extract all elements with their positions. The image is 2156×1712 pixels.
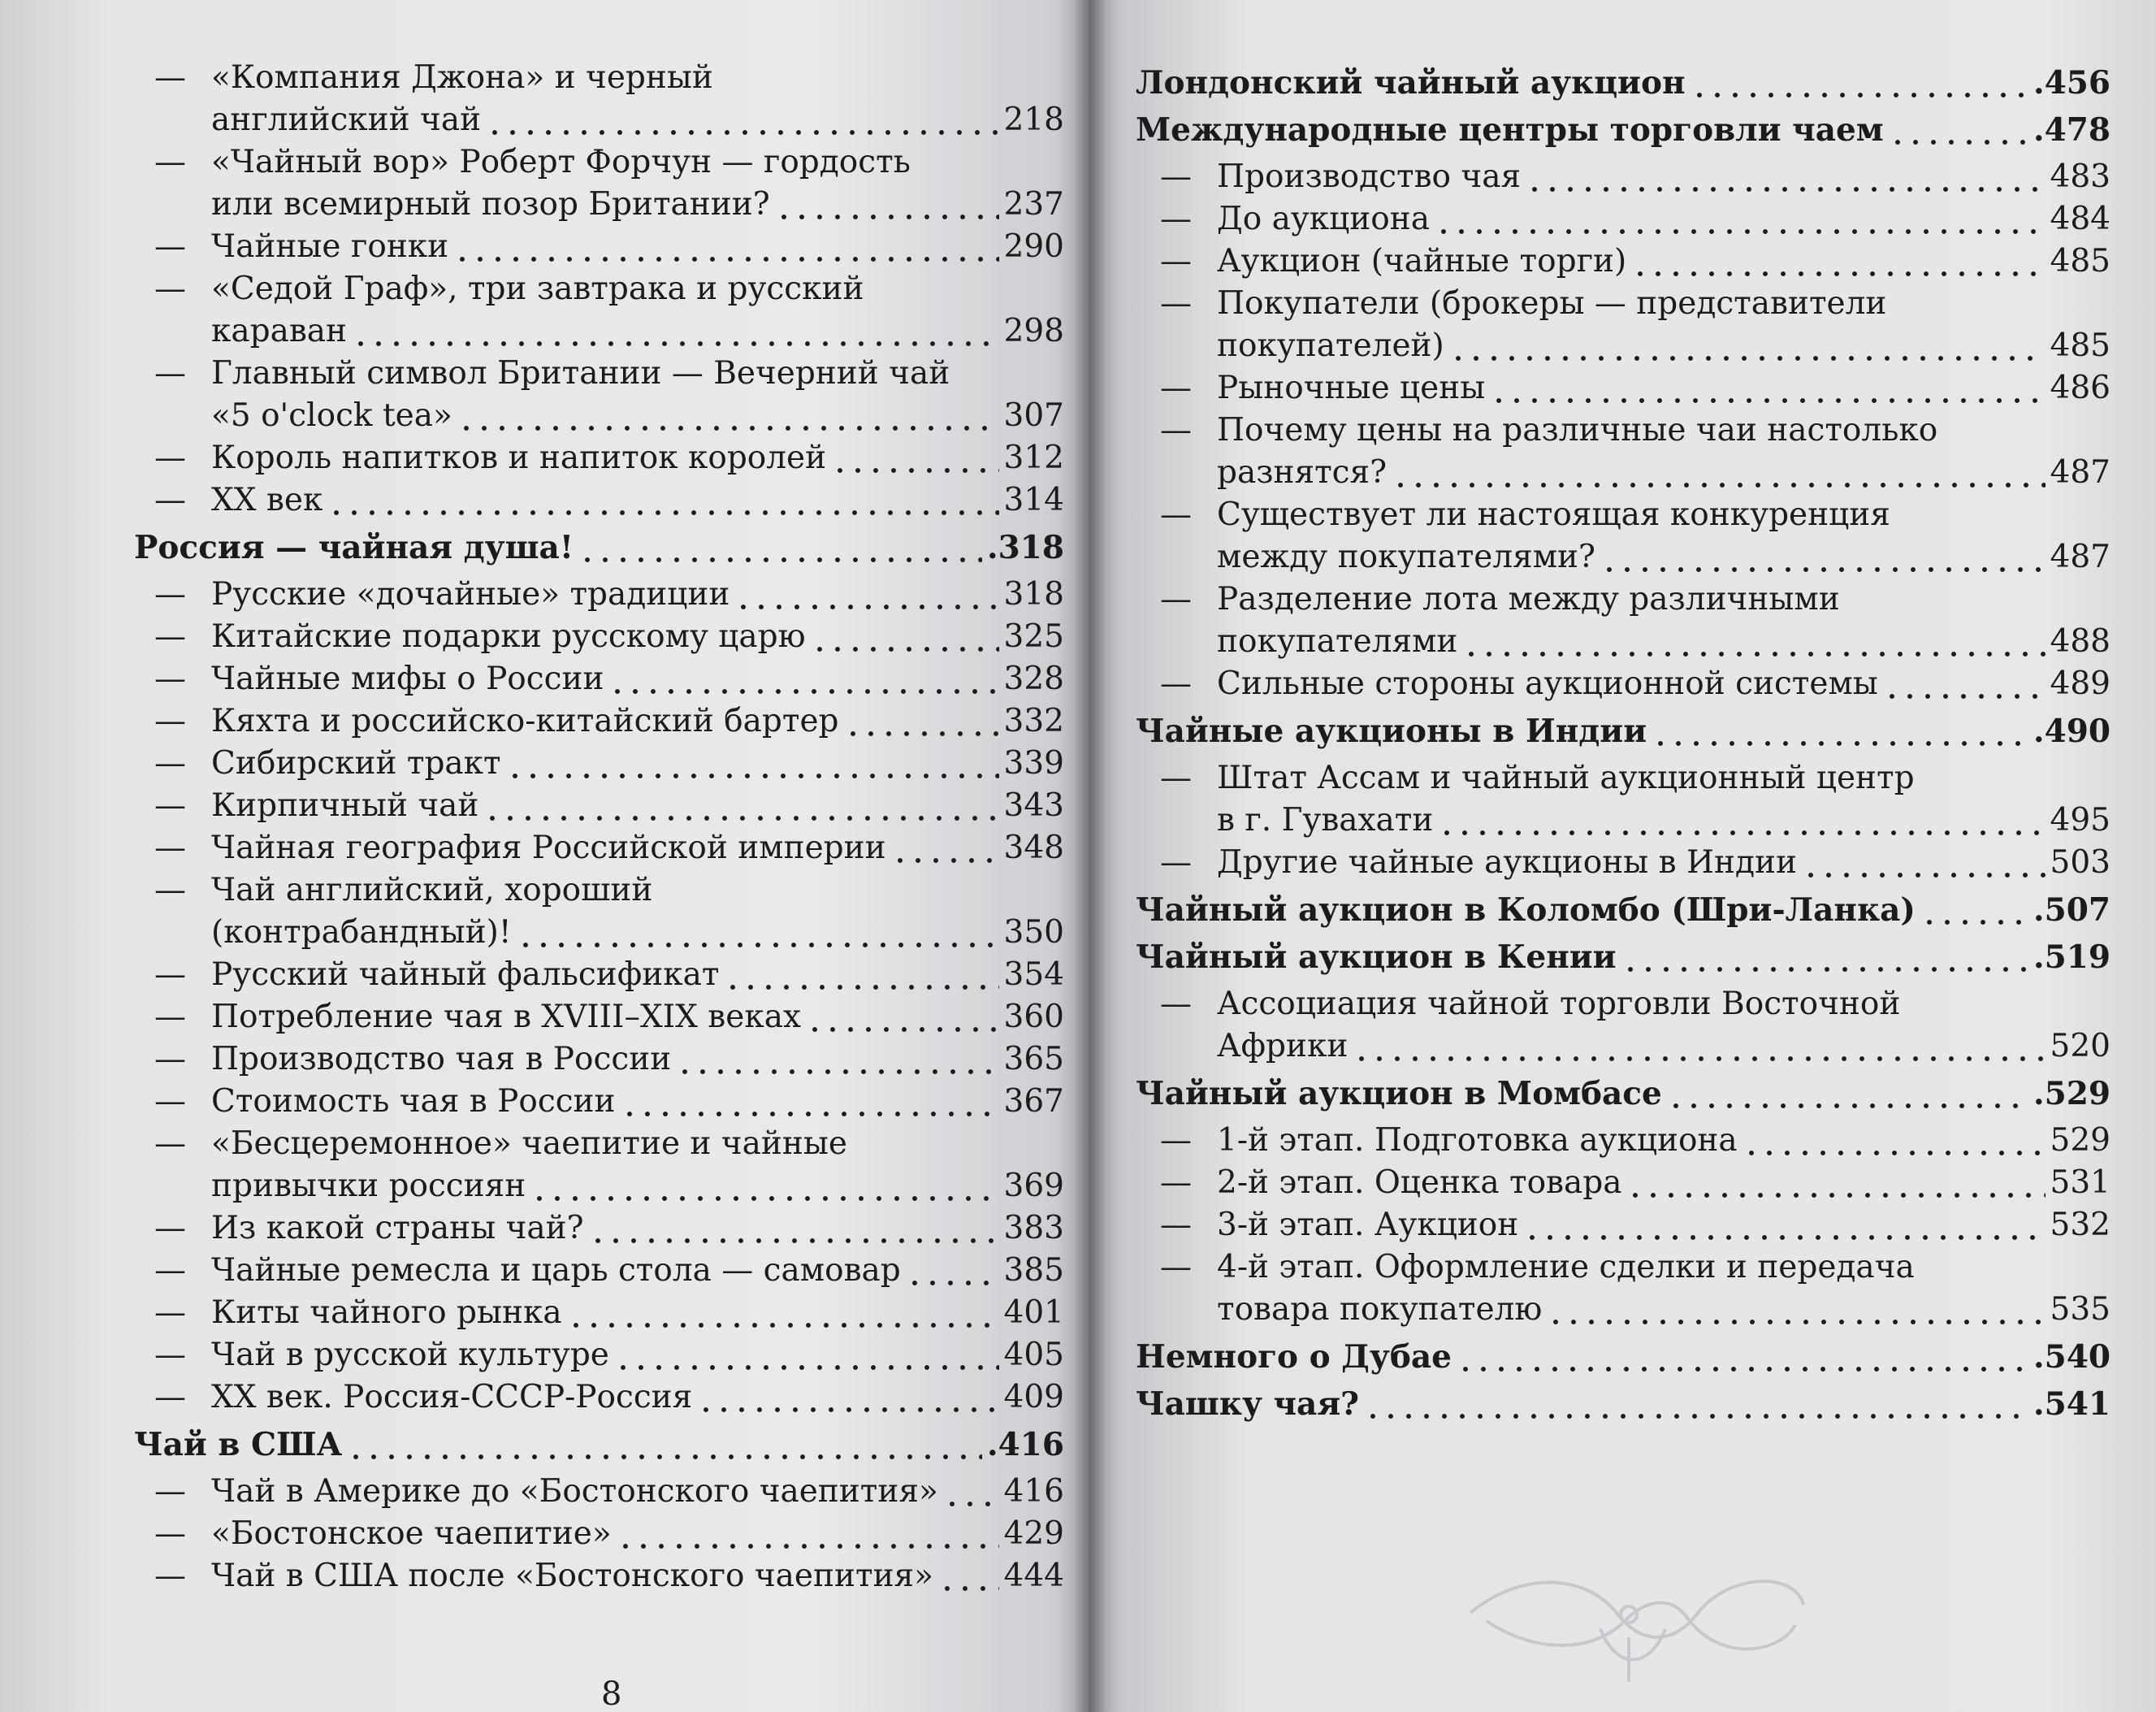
entry-dash: —: [154, 271, 186, 307]
dot-leader: [486, 99, 998, 141]
entry-dash: —: [154, 228, 186, 265]
toc-chapter-entry: [1089, 109, 2111, 151]
entry-dash: —: [1160, 1249, 1192, 1285]
entry-dash: —: [1160, 1122, 1192, 1159]
entry-title: Аукцион (чайные торги): [1217, 243, 1627, 280]
entry-title: Чай английский, хороший: [211, 872, 653, 908]
entry-title: Киты чайного рынка: [211, 1294, 562, 1331]
dot-leader: [1353, 1025, 2045, 1068]
entry-title: Чайный аукцион в Кении: [1136, 938, 1617, 976]
entry-title: Чайный аукцион в Момбасе: [1136, 1075, 1662, 1112]
entry-page-number: 487: [2050, 454, 2111, 491]
toc-section-entry: [1136, 367, 2111, 410]
entry-title: Король напитков и напиток королей: [211, 440, 827, 476]
toc-chapter-entry: [1089, 62, 2111, 104]
toc-section-entry: [130, 1292, 1064, 1334]
entry-page-number: 367: [1003, 1083, 1064, 1120]
entry-title: Чайные аукционы в Индии: [1136, 713, 1647, 750]
entry-page-number: 339: [1003, 745, 1064, 782]
entry-page-number: .478: [2033, 111, 2111, 149]
entry-title: Россия — чайная душа!: [134, 529, 574, 566]
toc-section-entry: [130, 912, 1064, 954]
entry-title: Чай в США: [134, 1426, 343, 1463]
dot-leader: [844, 700, 999, 743]
entry-page-number: 405: [1003, 1337, 1064, 1373]
entry-title: Покупатели (брокеры — представители: [1217, 285, 1887, 322]
entry-title: Из какой страны чай?: [211, 1210, 584, 1246]
entry-title: Почему цены на различные чаи настолько: [1217, 412, 1938, 449]
dot-leader: [831, 437, 998, 479]
dot-leader: [1889, 109, 2028, 151]
entry-title: Сильные стороны аукционной системы: [1217, 665, 1878, 702]
entry-page-number: 520: [2050, 1028, 2111, 1064]
dot-leader: [530, 1165, 998, 1207]
dot-leader: [453, 226, 998, 268]
dot-leader: [1626, 1162, 2045, 1204]
entry-page-number: 409: [1003, 1379, 1064, 1415]
dot-leader: [617, 1513, 999, 1555]
entry-page-number: 218: [1003, 102, 1064, 138]
entry-title: Чайные ремесла и царь стола — самовар: [211, 1252, 901, 1289]
entry-page-number: 348: [1003, 830, 1064, 866]
entry-title: (контрабандный)!: [211, 914, 512, 951]
dot-leader: [506, 743, 999, 785]
entry-dash: —: [154, 355, 186, 392]
entry-page-number: 535: [2050, 1291, 2111, 1328]
entry-title: или всемирный позор Британии?: [211, 186, 770, 223]
dot-leader: [567, 1292, 999, 1334]
entry-page-number: 483: [2050, 158, 2111, 195]
dot-leader: [906, 1250, 999, 1292]
entry-dash: —: [1160, 370, 1192, 406]
toc-chapter-entry: [1089, 1073, 2111, 1115]
dot-leader: [457, 395, 999, 437]
entry-page-number: 532: [2050, 1207, 2111, 1243]
entry-title: товара покупателю: [1217, 1291, 1543, 1328]
dot-leader: [578, 527, 982, 569]
entry-page-number: .416: [987, 1426, 1064, 1463]
entry-title: 3-й этап. Аукцион: [1217, 1207, 1519, 1243]
toc-section-entry: [130, 479, 1064, 522]
entry-title: Потребление чая в XVIII–XIX веках: [211, 999, 801, 1035]
toc-right: [1136, 57, 2111, 1430]
dot-leader: [1667, 1073, 2028, 1115]
toc-section-entry: [130, 954, 1064, 996]
entry-page-number: 529: [2050, 1122, 2111, 1159]
dot-leader: [1364, 1383, 2028, 1425]
toc-section-entry: [1136, 325, 2111, 367]
entry-page-number: 489: [2050, 665, 2111, 702]
dot-leader: [1652, 710, 2028, 752]
toc-section-entry: [1136, 1120, 2111, 1162]
toc-section-entry: [1136, 757, 2111, 800]
entry-page-number: .490: [2033, 713, 2111, 750]
entry-title: 1-й этап. Подготовка аукциона: [1217, 1122, 1738, 1159]
entry-dash: —: [154, 703, 186, 739]
dot-leader: [1457, 1336, 2028, 1378]
entry-dash: —: [1160, 496, 1192, 533]
entry-dash: —: [1160, 412, 1192, 449]
entry-dash: —: [154, 59, 186, 96]
dot-leader: [621, 1081, 999, 1123]
entry-title: покупателей): [1217, 327, 1444, 364]
entry-title: Производство чая в России: [211, 1041, 672, 1077]
entry-title: Лондонский чайный аукцион: [1136, 64, 1686, 102]
dot-leader: [676, 1038, 998, 1081]
entry-title: XX век: [211, 482, 323, 518]
dot-leader: [1621, 936, 2028, 978]
entry-title: Стоимость чая в России: [211, 1083, 616, 1120]
entry-title: Главный символ Британии — Вечерний чай: [211, 355, 950, 392]
entry-dash: —: [1160, 1207, 1192, 1243]
entry-title: «Чайный вор» Роберт Форчун — гордость: [211, 144, 911, 180]
entry-title: 4-й этап. Оформление сделки и передача: [1217, 1249, 1915, 1285]
entry-page-number: .529: [2033, 1075, 2111, 1112]
entry-page-number: 503: [2050, 844, 2111, 881]
toc-section-entry: [1136, 983, 2111, 1025]
toc-section-entry: [130, 57, 1064, 99]
entry-title: разнятся?: [1217, 454, 1388, 491]
dot-leader: [734, 574, 998, 616]
dot-leader: [1462, 621, 2045, 663]
dot-leader: [1691, 62, 2028, 104]
entry-dash: —: [154, 661, 186, 697]
page-number: 8: [601, 1675, 622, 1712]
entry-page-number: 416: [1003, 1473, 1064, 1510]
toc-section-entry: [130, 1207, 1064, 1250]
toc-section-entry: [1136, 1025, 2111, 1068]
entry-page-number: 369: [1003, 1168, 1064, 1204]
entry-dash: —: [154, 618, 186, 655]
entry-dash: —: [1160, 1164, 1192, 1201]
entry-title: 2-й этап. Оценка товара: [1217, 1164, 1622, 1201]
entry-dash: —: [1160, 844, 1192, 881]
dot-leader: [1600, 536, 2046, 579]
toc-section-entry: [130, 310, 1064, 353]
entry-title: До аукциона: [1217, 201, 1430, 237]
entry-page-number: 401: [1003, 1294, 1064, 1331]
dot-leader: [1449, 325, 2046, 367]
entry-title: Производство чая: [1217, 158, 1522, 195]
dot-leader: [724, 954, 998, 996]
entry-title: «5 o'clock tea»: [211, 397, 452, 434]
dot-leader: [891, 827, 999, 869]
entry-page-number: 485: [2050, 327, 2111, 364]
entry-page-number: 365: [1003, 1041, 1064, 1077]
entry-title: Чайные мифы о России: [211, 661, 604, 697]
entry-dash: —: [154, 1210, 186, 1246]
entry-dash: —: [1160, 665, 1192, 702]
dot-leader: [1743, 1120, 2046, 1162]
entry-page-number: 484: [2050, 201, 2111, 237]
toc-section-entry: [130, 1471, 1064, 1513]
entry-dash: —: [1160, 986, 1192, 1022]
dot-leader: [517, 912, 999, 954]
toc-section-entry: [130, 616, 1064, 658]
entry-dash: —: [154, 1252, 186, 1289]
dot-leader: [614, 1334, 999, 1376]
dot-leader: [1392, 452, 2046, 494]
entry-page-number: 429: [1003, 1515, 1064, 1552]
toc-section-entry: [130, 1038, 1064, 1081]
toc-section-entry: [130, 1555, 1064, 1597]
toc-section-entry: [130, 268, 1064, 310]
entry-page-number: .318: [987, 529, 1064, 566]
toc-section-entry: [1136, 663, 2111, 705]
entry-page-number: 360: [1003, 999, 1064, 1035]
toc-section-entry: [1136, 1289, 2111, 1331]
entry-page-number: 354: [1003, 956, 1064, 993]
dot-leader: [1802, 842, 2046, 884]
toc-section-entry: [1136, 536, 2111, 579]
right-page: [1089, 0, 2156, 1712]
entry-dash: —: [154, 1125, 186, 1162]
toc-section-entry: [1136, 800, 2111, 842]
toc-section-entry: [1136, 494, 2111, 536]
toc-section-entry: [130, 1123, 1064, 1165]
toc-section-entry: [130, 1250, 1064, 1292]
toc-section-entry: [130, 574, 1064, 616]
entry-page-number: 298: [1003, 313, 1064, 349]
entry-title: Ассоциация чайной торговли Восточной: [1217, 986, 1901, 1022]
entry-dash: —: [1160, 243, 1192, 280]
dot-leader: [811, 616, 999, 658]
entry-title: Рыночные цены: [1217, 370, 1486, 406]
toc-section-entry: [130, 99, 1064, 141]
toc-section-entry: [130, 869, 1064, 912]
entry-title: привычки россиян: [211, 1168, 526, 1204]
entry-title: между покупателями?: [1217, 539, 1595, 575]
toc-section-entry: [1136, 410, 2111, 452]
toc-chapter-entry: [1089, 1383, 2111, 1425]
entry-title: Разделение лота между различными: [1217, 581, 1840, 618]
entry-page-number: 314: [1003, 482, 1064, 518]
dot-leader: [483, 785, 998, 827]
entry-page-number: 318: [1003, 576, 1064, 613]
entry-page-number: .507: [2033, 891, 2111, 929]
entry-dash: —: [154, 1083, 186, 1120]
entry-title: «Седой Граф», три завтрака и русский: [211, 271, 864, 307]
toc-section-entry: [1136, 452, 2111, 494]
entry-title: Чай в русской культуре: [211, 1337, 609, 1373]
toc-section-entry: [1136, 156, 2111, 198]
entry-dash: —: [154, 482, 186, 518]
entry-dash: —: [154, 745, 186, 782]
toc-section-entry: [130, 1376, 1064, 1419]
dot-leader: [938, 1555, 999, 1597]
book-gutter: [1074, 0, 1106, 1712]
toc-section-entry: [130, 141, 1064, 184]
entry-page-number: 487: [2050, 539, 2111, 575]
toc-section-entry: [130, 1081, 1064, 1123]
entry-page-number: 385: [1003, 1252, 1064, 1289]
entry-dash: —: [154, 1473, 186, 1510]
toc-chapter-entry: [1089, 710, 2111, 752]
entry-title: Штат Ассам и чайный аукционный центр: [1217, 760, 1915, 796]
toc-section-entry: [1136, 579, 2111, 621]
entry-title: Русские «дочайные» традиции: [211, 576, 730, 613]
toc-section-entry: [130, 700, 1064, 743]
toc-section-entry: [1136, 1162, 2111, 1204]
entry-dash: —: [154, 1337, 186, 1373]
toc-section-entry: [1136, 1204, 2111, 1246]
entry-dash: —: [154, 956, 186, 993]
entry-dash: —: [1160, 285, 1192, 322]
entry-dash: —: [154, 1515, 186, 1552]
toc-section-entry: [130, 395, 1064, 437]
toc-chapter-entry: [1089, 936, 2111, 978]
entry-page-number: .540: [2033, 1338, 2111, 1376]
entry-title: «Бостонское чаепитие»: [211, 1515, 612, 1552]
entry-title: английский чай: [211, 102, 482, 138]
dot-leader: [1883, 663, 2046, 705]
dot-leader: [589, 1207, 999, 1250]
entry-page-number: 495: [2050, 802, 2111, 839]
entry-dash: —: [154, 787, 186, 824]
entry-title: Чашку чая?: [1136, 1385, 1359, 1423]
toc-section-entry: [130, 785, 1064, 827]
dot-leader: [347, 1424, 982, 1466]
entry-dash: —: [154, 1379, 186, 1415]
entry-title: Существует ли настоящая конкуренция: [1217, 496, 1890, 533]
toc-section-entry: [1136, 621, 2111, 663]
entry-title: в г. Гувахати: [1217, 802, 1434, 839]
toc-left: [130, 57, 1064, 1597]
toc-section-entry: [1136, 241, 2111, 283]
entry-page-number: 332: [1003, 703, 1064, 739]
entry-title: Чай в США после «Бостонского чаепития»: [211, 1558, 934, 1594]
toc-section-entry: [130, 226, 1064, 268]
toc-section-entry: [130, 1334, 1064, 1376]
entry-title: Сибирский тракт: [211, 745, 501, 782]
dot-leader: [806, 996, 999, 1038]
entry-title: Международные центры торговли чаем: [1136, 111, 1884, 149]
toc-chapter-entry: [1089, 1336, 2111, 1378]
entry-title: Кяхта и российско-китайский бартер: [211, 703, 839, 739]
entry-title: Чайные гонки: [211, 228, 449, 265]
entry-title: «Бесцеремонное» чаепитие и чайные: [211, 1125, 847, 1162]
entry-dash: —: [1160, 158, 1192, 195]
entry-dash: —: [154, 576, 186, 613]
dot-leader: [775, 184, 999, 226]
entry-page-number: 328: [1003, 661, 1064, 697]
entry-title: Китайские подарки русскому царю: [211, 618, 806, 655]
toc-section-entry: [130, 1513, 1064, 1555]
entry-page-number: 531: [2050, 1164, 2111, 1201]
entry-page-number: 312: [1003, 440, 1064, 476]
entry-page-number: 343: [1003, 787, 1064, 824]
entry-title: Русский чайный фальсификат: [211, 956, 720, 993]
toc-chapter-entry: [0, 527, 1064, 569]
dot-leader: [327, 479, 998, 522]
entry-title: Чайная география Российской империи: [211, 830, 886, 866]
toc-section-entry: [130, 184, 1064, 226]
dot-leader: [943, 1471, 999, 1513]
toc-section-entry: [130, 743, 1064, 785]
entry-title: Чай в Америке до «Бостонского чаепития»: [211, 1473, 938, 1510]
toc-section-entry: [130, 996, 1064, 1038]
dot-leader: [1526, 156, 2045, 198]
entry-dash: —: [154, 872, 186, 908]
entry-page-number: 444: [1003, 1558, 1064, 1594]
entry-dash: —: [154, 144, 186, 180]
entry-dash: —: [154, 440, 186, 476]
entry-dash: —: [1160, 201, 1192, 237]
entry-page-number: 486: [2050, 370, 2111, 406]
entry-page-number: 237: [1003, 186, 1064, 223]
toc-section-entry: [130, 1165, 1064, 1207]
dot-leader: [1523, 1204, 2045, 1246]
toc-section-entry: [1136, 842, 2111, 884]
dot-leader: [1547, 1289, 2045, 1331]
toc-section-entry: [1136, 1246, 2111, 1289]
entry-page-number: 290: [1003, 228, 1064, 265]
entry-title: Немного о Дубае: [1136, 1338, 1452, 1376]
entry-page-number: 485: [2050, 243, 2111, 280]
entry-page-number: 325: [1003, 618, 1064, 655]
toc-section-entry: [130, 353, 1064, 395]
dot-leader: [697, 1376, 998, 1419]
entry-dash: —: [154, 1294, 186, 1331]
entry-page-number: 488: [2050, 623, 2111, 660]
dot-leader: [1435, 198, 2046, 241]
toc-chapter-entry: [0, 1424, 1064, 1466]
entry-dash: —: [154, 1041, 186, 1077]
dot-leader: [608, 658, 998, 700]
entry-dash: —: [154, 1558, 186, 1594]
toc-section-entry: [130, 827, 1064, 869]
entry-dash: —: [1160, 760, 1192, 796]
entry-page-number: 307: [1003, 397, 1064, 434]
entry-title: Кирпичный чай: [211, 787, 479, 824]
entry-title: Другие чайные аукционы в Индии: [1217, 844, 1797, 881]
dot-leader: [1490, 367, 2045, 410]
entry-page-number: 350: [1003, 914, 1064, 951]
entry-page-number: .519: [2033, 938, 2111, 976]
entry-title: XX век. Россия-СССР-Россия: [211, 1379, 693, 1415]
dot-leader: [1631, 241, 2045, 283]
dot-leader: [1920, 889, 2028, 931]
dot-leader: [1438, 800, 2045, 842]
toc-section-entry: [130, 658, 1064, 700]
ornament-flourish-icon: [1454, 1556, 1812, 1686]
toc-section-entry: [130, 437, 1064, 479]
toc-section-entry: [1136, 198, 2111, 241]
entry-title: «Компания Джона» и черный: [211, 59, 713, 96]
entry-title: Африки: [1217, 1028, 1349, 1064]
entry-dash: —: [1160, 581, 1192, 618]
entry-dash: —: [154, 830, 186, 866]
entry-title: покупателями: [1217, 623, 1458, 660]
entry-title: Чайный аукцион в Коломбо (Шри-Ланка): [1136, 891, 1916, 929]
entry-dash: —: [154, 999, 186, 1035]
dot-leader: [352, 310, 999, 353]
toc-section-entry: [1136, 283, 2111, 325]
entry-title: караван: [211, 313, 348, 349]
entry-page-number: 383: [1003, 1210, 1064, 1246]
toc-chapter-entry: [1089, 889, 2111, 931]
entry-page-number: .541: [2033, 1385, 2111, 1423]
entry-page-number: .456: [2033, 64, 2111, 102]
